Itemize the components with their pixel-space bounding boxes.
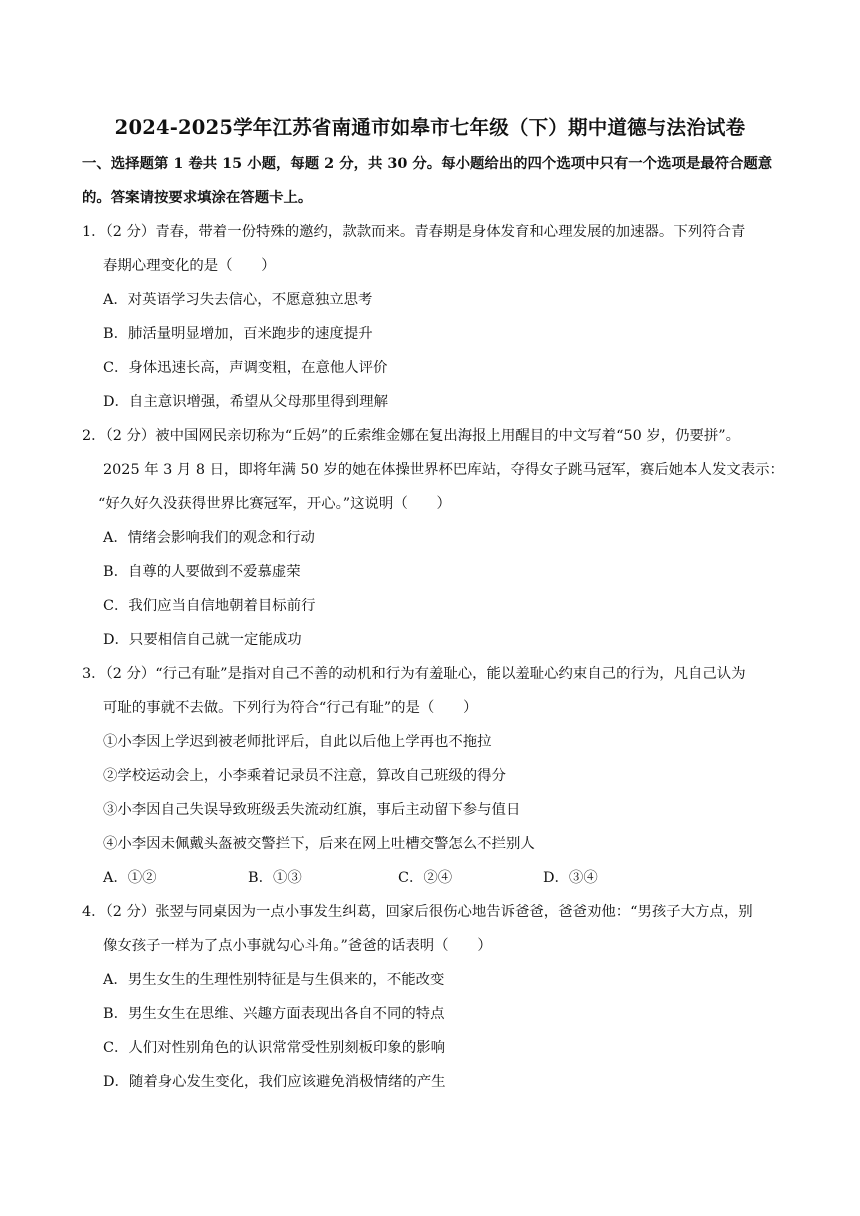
question-stem-line: 2025 年 3 月 8 日，即将年满 50 岁的她在体操世界杯巴库站，夺得女子跳马冠军，赛后她本人发文表示： <box>103 462 784 478</box>
question-stem-line: 3．（2 分）“行己有耻”是指对自己不善的动机和行为有羞耻心，能以羞耻心约束自己的行为，凡自己认为 <box>82 666 746 682</box>
section-instruction-line-1: 一、选择题第 1 卷共 15 小题，每题 2 分，共 30 分。每小题给出的四个选项中只有一个选项是最符合题意 <box>82 155 773 172</box>
question-stem-line: 1．（2 分）青春，带着一份特殊的邀约，款款而来。青春期是身体发育和心理发展的加速器。下列符合青 <box>82 224 746 240</box>
option-c: C．②④ <box>398 870 453 886</box>
option-a: A．对英语学习失去信心，不愿意独立思考 <box>103 292 373 308</box>
option-d: D．随着身心发生变化，我们应该避免消极情绪的产生 <box>103 1074 446 1090</box>
option-b: B．自尊的人要做到不爱慕虚荣 <box>103 564 301 580</box>
section-instruction-line-2: 的。答案请按要求填涂在答题卡上。 <box>82 189 313 206</box>
option-b: B．男生女生在思维、兴趣方面表现出各自不同的特点 <box>103 1006 445 1022</box>
option-a: A．①② <box>103 870 157 886</box>
option-d: D．自主意识增强，希望从父母那里得到理解 <box>103 394 388 410</box>
statement-4: ④小李因未佩戴头盔被交警拦下，后来在网上吐槽交警怎么不拦别人 <box>103 836 535 852</box>
option-c: C．身体迅速长高，声调变粗，在意他人评价 <box>103 360 388 376</box>
statement-3: ③小李因自己失误导致班级丢失流动红旗，事后主动留下参与值日 <box>103 802 521 818</box>
question-stem-line: 可耻的事就不去做。下列行为符合“行己有耻”的是（ ） <box>103 700 478 716</box>
question-stem-line: 春期心理变化的是（ ） <box>103 258 276 274</box>
question-stem-line: 像女孩子一样为了点小事就勾心斗角。”爸爸的话表明（ ） <box>103 938 492 954</box>
statement-1: ①小李因上学迟到被老师批评后，自此以后他上学再也不拖拉 <box>103 734 492 750</box>
option-a: A．情绪会影响我们的观念和行动 <box>103 530 315 546</box>
option-a: A．男生女生的生理性别特征是与生俱来的，不能改变 <box>103 972 445 988</box>
option-b: B．①③ <box>248 870 302 886</box>
question-stem-line: “好久好久没获得世界比赛冠军，开心。”这说明（ ） <box>98 496 451 512</box>
page-title: 2024-2025学年江苏省南通市如皋市七年级（下）期中道德与法治试卷 <box>114 116 746 139</box>
option-c: C．我们应当自信地朝着目标前行 <box>103 598 316 614</box>
question-stem-line: 4．（2 分）张翌与同桌因为一点小事发生纠葛，回家后很伤心地告诉爸爸，爸爸劝他：“男孩子大方点，别 <box>82 904 753 920</box>
option-b: B．肺活量明显增加，百米跑步的速度提升 <box>103 326 373 342</box>
option-d: D．只要相信自己就一定能成功 <box>103 632 302 648</box>
question-stem-line: 2．（2 分）被中国网民亲切称为“丘妈”的丘索维金娜在复出海报上用醒目的中文写着“50 岁，仍要拼”。 <box>82 428 741 444</box>
option-c: C．人们对性别角色的认识常常受性别刻板印象的影响 <box>103 1040 445 1056</box>
statement-2: ②学校运动会上，小李乘着记录员不注意，算改自己班级的得分 <box>103 768 506 784</box>
option-d: D．③④ <box>543 870 598 886</box>
